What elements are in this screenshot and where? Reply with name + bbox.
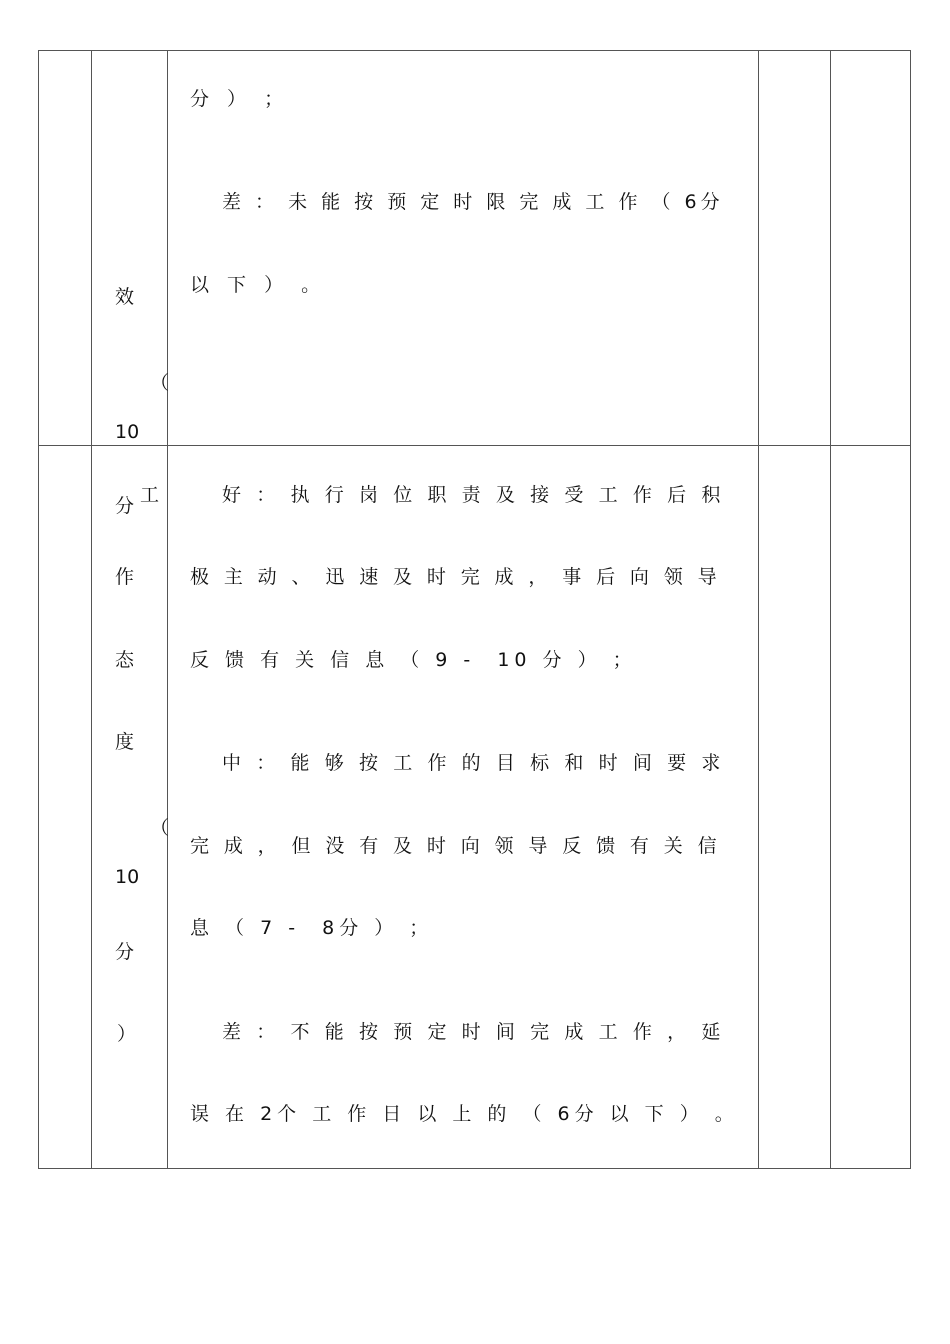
row2-label-ten: 10	[115, 866, 140, 888]
row1-label-ten: 10	[115, 421, 140, 443]
row2-line-3: 反 馈 有 关 信 息 （ 9 - 10 分 ） ；	[190, 649, 637, 671]
column-divider-4	[830, 50, 831, 1169]
row2-line-5: 完 成 ， 但 没 有 及 时 向 领 导 反 馈 有 关 信	[190, 835, 721, 857]
row1-line-3: 以 下 ） 。	[190, 274, 327, 296]
row2-line-7: 差 ： 不 能 按 预 定 时 间 完 成 工 作 ， 延	[222, 1021, 725, 1043]
row2-label-paren: （	[150, 817, 170, 839]
row2-label-fen: 分	[115, 941, 135, 963]
row1-label-paren: （	[150, 372, 170, 394]
row2-label-fen-top: 分	[115, 495, 135, 517]
row1-line-1: 分 ） ；	[190, 88, 290, 110]
row2-line-6: 息 （ 7 - 8分 ） ；	[190, 917, 434, 939]
row2-line-4: 中 ： 能 够 按 工 作 的 目 标 和 时 间 要 求	[222, 752, 725, 774]
row2-label-tai: 态	[115, 649, 135, 671]
row2-label-close-paren: ）	[117, 1023, 137, 1045]
row2-line-8: 误 在 2个 工 作 日 以 上 的 （ 6分 以 下 ） 。	[190, 1103, 739, 1125]
row2-line-2: 极 主 动 、 迅 速 及 时 完 成 ， 事 后 向 领 导	[190, 566, 721, 588]
table-top-border	[38, 50, 911, 51]
column-divider-3	[758, 50, 759, 1169]
table-left-border	[38, 50, 39, 1169]
row2-line-1: 好 ： 执 行 岗 位 职 责 及 接 受 工 作 后 积	[222, 484, 725, 506]
table-right-border	[910, 50, 911, 1169]
column-divider-1	[91, 50, 92, 1169]
table-row-divider	[38, 445, 911, 446]
column-divider-2	[167, 50, 168, 1169]
row2-label-zuo: 作	[115, 566, 135, 588]
row2-label-gong: 工	[140, 484, 160, 506]
row1-line-2	[222, 187, 735, 214]
row2-label-du: 度	[115, 731, 135, 753]
row1-line-2-text: 差 ： 未 能 按 预 定 时 限 完 成 工 作 （ 6分	[222, 191, 724, 213]
table-bottom-border	[38, 1168, 911, 1169]
row1-label-xiao: 效	[115, 286, 135, 308]
